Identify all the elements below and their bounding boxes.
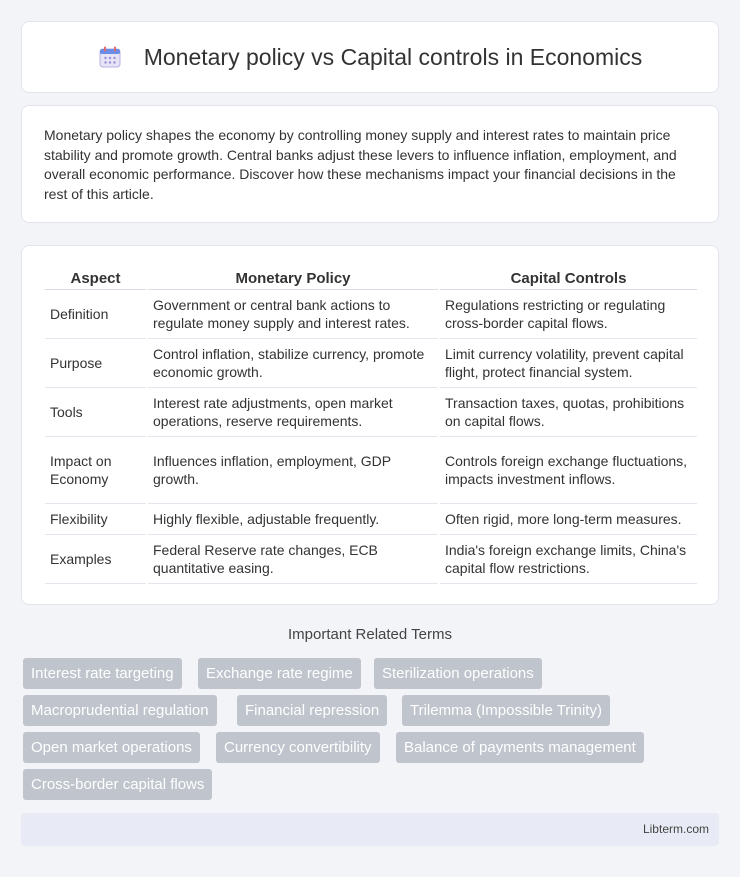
title-card (21, 21, 719, 93)
term-tag[interactable]: Balance of payments management (396, 732, 644, 763)
cell-aspect: Definition (45, 290, 146, 339)
table-row (45, 535, 697, 584)
term-tag[interactable]: Cross-border capital flows (23, 769, 212, 800)
term-tag[interactable]: Financial repression (237, 695, 387, 726)
comparison-table (43, 266, 699, 584)
related-terms-heading: Important Related Terms (288, 626, 452, 643)
footer (21, 813, 719, 846)
page-title: Monetary policy vs Capital controls in Economics (143, 43, 643, 70)
cell-capital-controls: Limit currency volatility, prevent capital flight, protect financial system. (440, 339, 697, 388)
term-tag[interactable]: Macroprudential regulation (23, 695, 217, 726)
table-header-row (45, 266, 697, 290)
cell-monetary-policy: Federal Reserve rate changes, ECB quantitative easing. (148, 535, 438, 584)
cell-aspect: Examples (45, 535, 146, 584)
cell-capital-controls: Regulations restricting or regulating cross-border capital flows. (440, 290, 697, 339)
table-row (45, 290, 697, 339)
calendar-icon (98, 45, 122, 69)
cell-monetary-policy: Interest rate adjustments, open market operations, reserve requirements. (148, 388, 438, 437)
cell-aspect: Flexibility (45, 504, 146, 535)
comparison-table-card (21, 245, 719, 605)
term-tag[interactable]: Currency convertibility (216, 732, 380, 763)
cell-monetary-policy: Government or central bank actions to regulate money supply and interest rates. (148, 290, 438, 339)
table-row (45, 504, 697, 535)
cell-monetary-policy: Influences inflation, employment, GDP growth. (148, 437, 438, 504)
cell-capital-controls: Transaction taxes, quotas, prohibitions on capital flows. (440, 388, 697, 437)
term-tag[interactable]: Sterilization operations (374, 658, 542, 689)
cell-capital-controls: Often rigid, more long-term measures. (440, 504, 697, 535)
header-capital-controls: Capital Controls (440, 266, 697, 290)
cell-capital-controls: India's foreign exchange limits, China's capital flow restrictions. (440, 535, 697, 584)
header-aspect: Aspect (45, 266, 146, 290)
table-row (45, 388, 697, 437)
term-tag[interactable]: Interest rate targeting (23, 658, 182, 689)
table-row (45, 339, 697, 388)
cell-monetary-policy: Control inflation, stabilize currency, promote economic growth. (148, 339, 438, 388)
term-tag[interactable]: Trilemma (Impossible Trinity) (402, 695, 610, 726)
footer-site-name[interactable]: Libterm.com (642, 822, 709, 836)
term-tag[interactable]: Exchange rate regime (198, 658, 361, 689)
header-monetary-policy: Monetary Policy (148, 266, 438, 290)
cell-aspect: Purpose (45, 339, 146, 388)
cell-capital-controls: Controls foreign exchange fluctuations, impacts investment inflows. (440, 437, 697, 504)
intro-paragraph: Monetary policy shapes the economy by controlling money supply and interest rates to maintain price stability and promote growth. Central banks adjust these levers to influence inflation, employment, and overall economic performance. Discover how these mechanisms impact your financial decisions in the rest of this article. (44, 127, 677, 202)
intro-card (21, 105, 719, 223)
table-row (45, 437, 697, 504)
term-tag[interactable]: Open market operations (23, 732, 200, 763)
cell-aspect: Tools (45, 388, 146, 437)
cell-monetary-policy: Highly flexible, adjustable frequently. (148, 504, 438, 535)
cell-aspect: Impact on Economy (45, 437, 146, 504)
